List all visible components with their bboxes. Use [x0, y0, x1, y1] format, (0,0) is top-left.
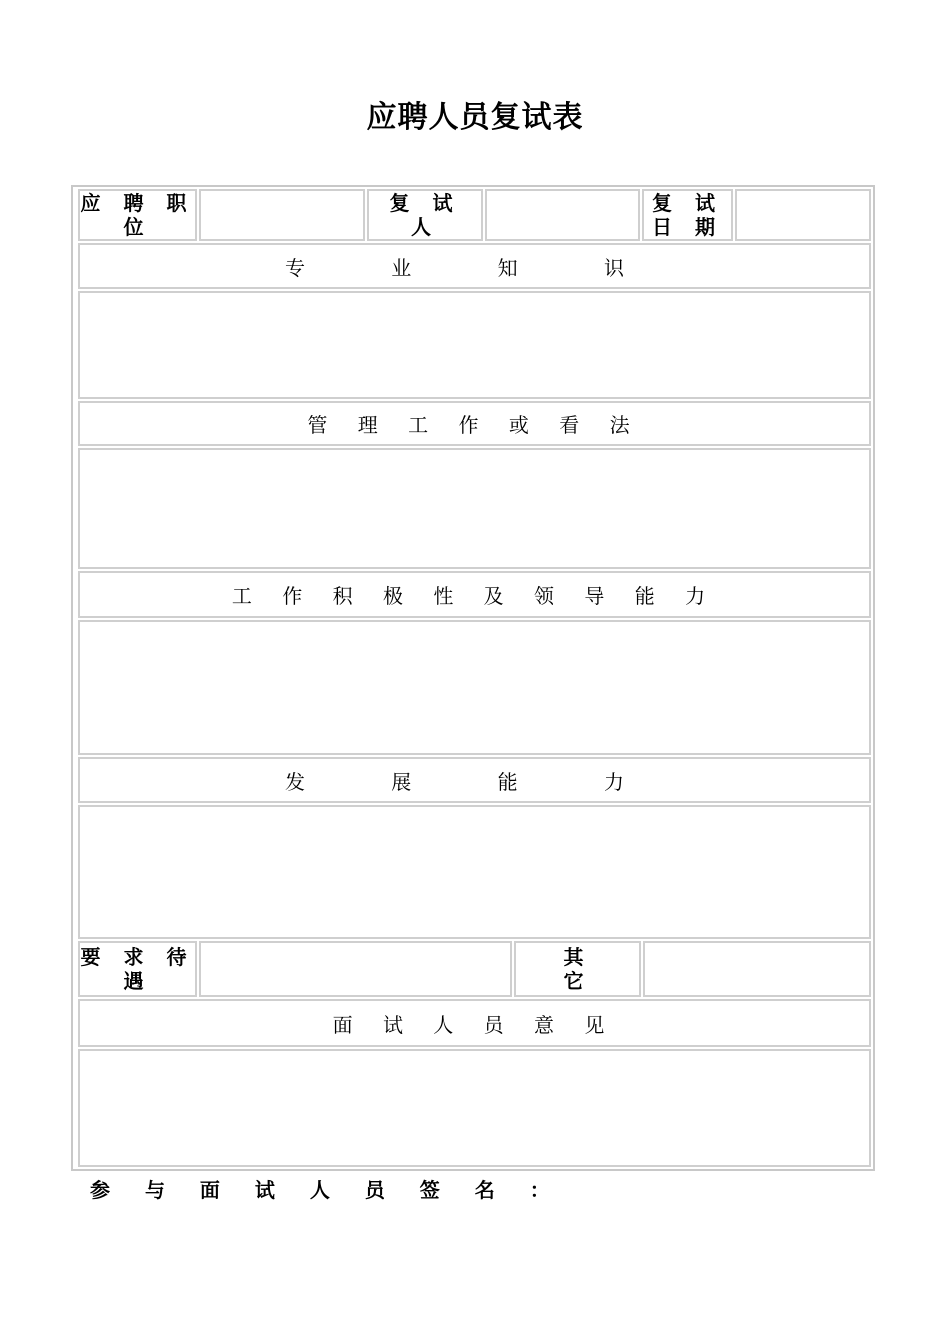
- interviewer-field[interactable]: [485, 189, 640, 241]
- position-label: 应 聘 职 位: [80, 191, 195, 239]
- section-heading-text: 管 理 工 作 或 看 法: [307, 413, 642, 437]
- section-content-management[interactable]: [78, 448, 871, 569]
- section-content-opinion[interactable]: [78, 1049, 871, 1167]
- interviewer-label: 复 试 人: [389, 191, 461, 239]
- section-content-development[interactable]: [78, 805, 871, 939]
- section-heading-opinion: [78, 999, 871, 1047]
- date-label: 复 试 日 期: [652, 191, 723, 239]
- form-table: [71, 185, 875, 1171]
- section-content-knowledge[interactable]: [78, 291, 871, 399]
- other-label: 其 它: [563, 945, 592, 993]
- treatment-label: 要 求 待 遇: [80, 945, 195, 993]
- interviewer-label-cell: [367, 189, 483, 241]
- section-heading-knowledge: [78, 243, 871, 289]
- section-heading-text: 面 试 人 员 意 见: [332, 1012, 617, 1037]
- page-title: 应聘人员复试表: [366, 100, 584, 135]
- section-heading-management: [78, 401, 871, 446]
- section-heading-development: [78, 757, 871, 803]
- section-heading-text: 工 作 积 极 性 及 领 导 能 力: [231, 584, 718, 608]
- section-heading-initiative: [78, 571, 871, 618]
- date-label-cell: [642, 189, 733, 241]
- treatment-field[interactable]: [199, 941, 512, 997]
- position-field[interactable]: [199, 189, 365, 241]
- section-content-initiative[interactable]: [78, 620, 871, 755]
- treatment-label-cell: [78, 941, 197, 997]
- other-field[interactable]: [643, 941, 871, 997]
- date-field[interactable]: [735, 189, 871, 241]
- position-label-cell: [78, 189, 197, 241]
- other-label-cell: [514, 941, 641, 997]
- section-heading-text: 专 业 知 识: [284, 255, 665, 280]
- signature-line: 参 与 面 试 人 员 签 名 ：: [90, 1178, 564, 1202]
- section-heading-text: 发 展 能 力: [284, 769, 665, 794]
